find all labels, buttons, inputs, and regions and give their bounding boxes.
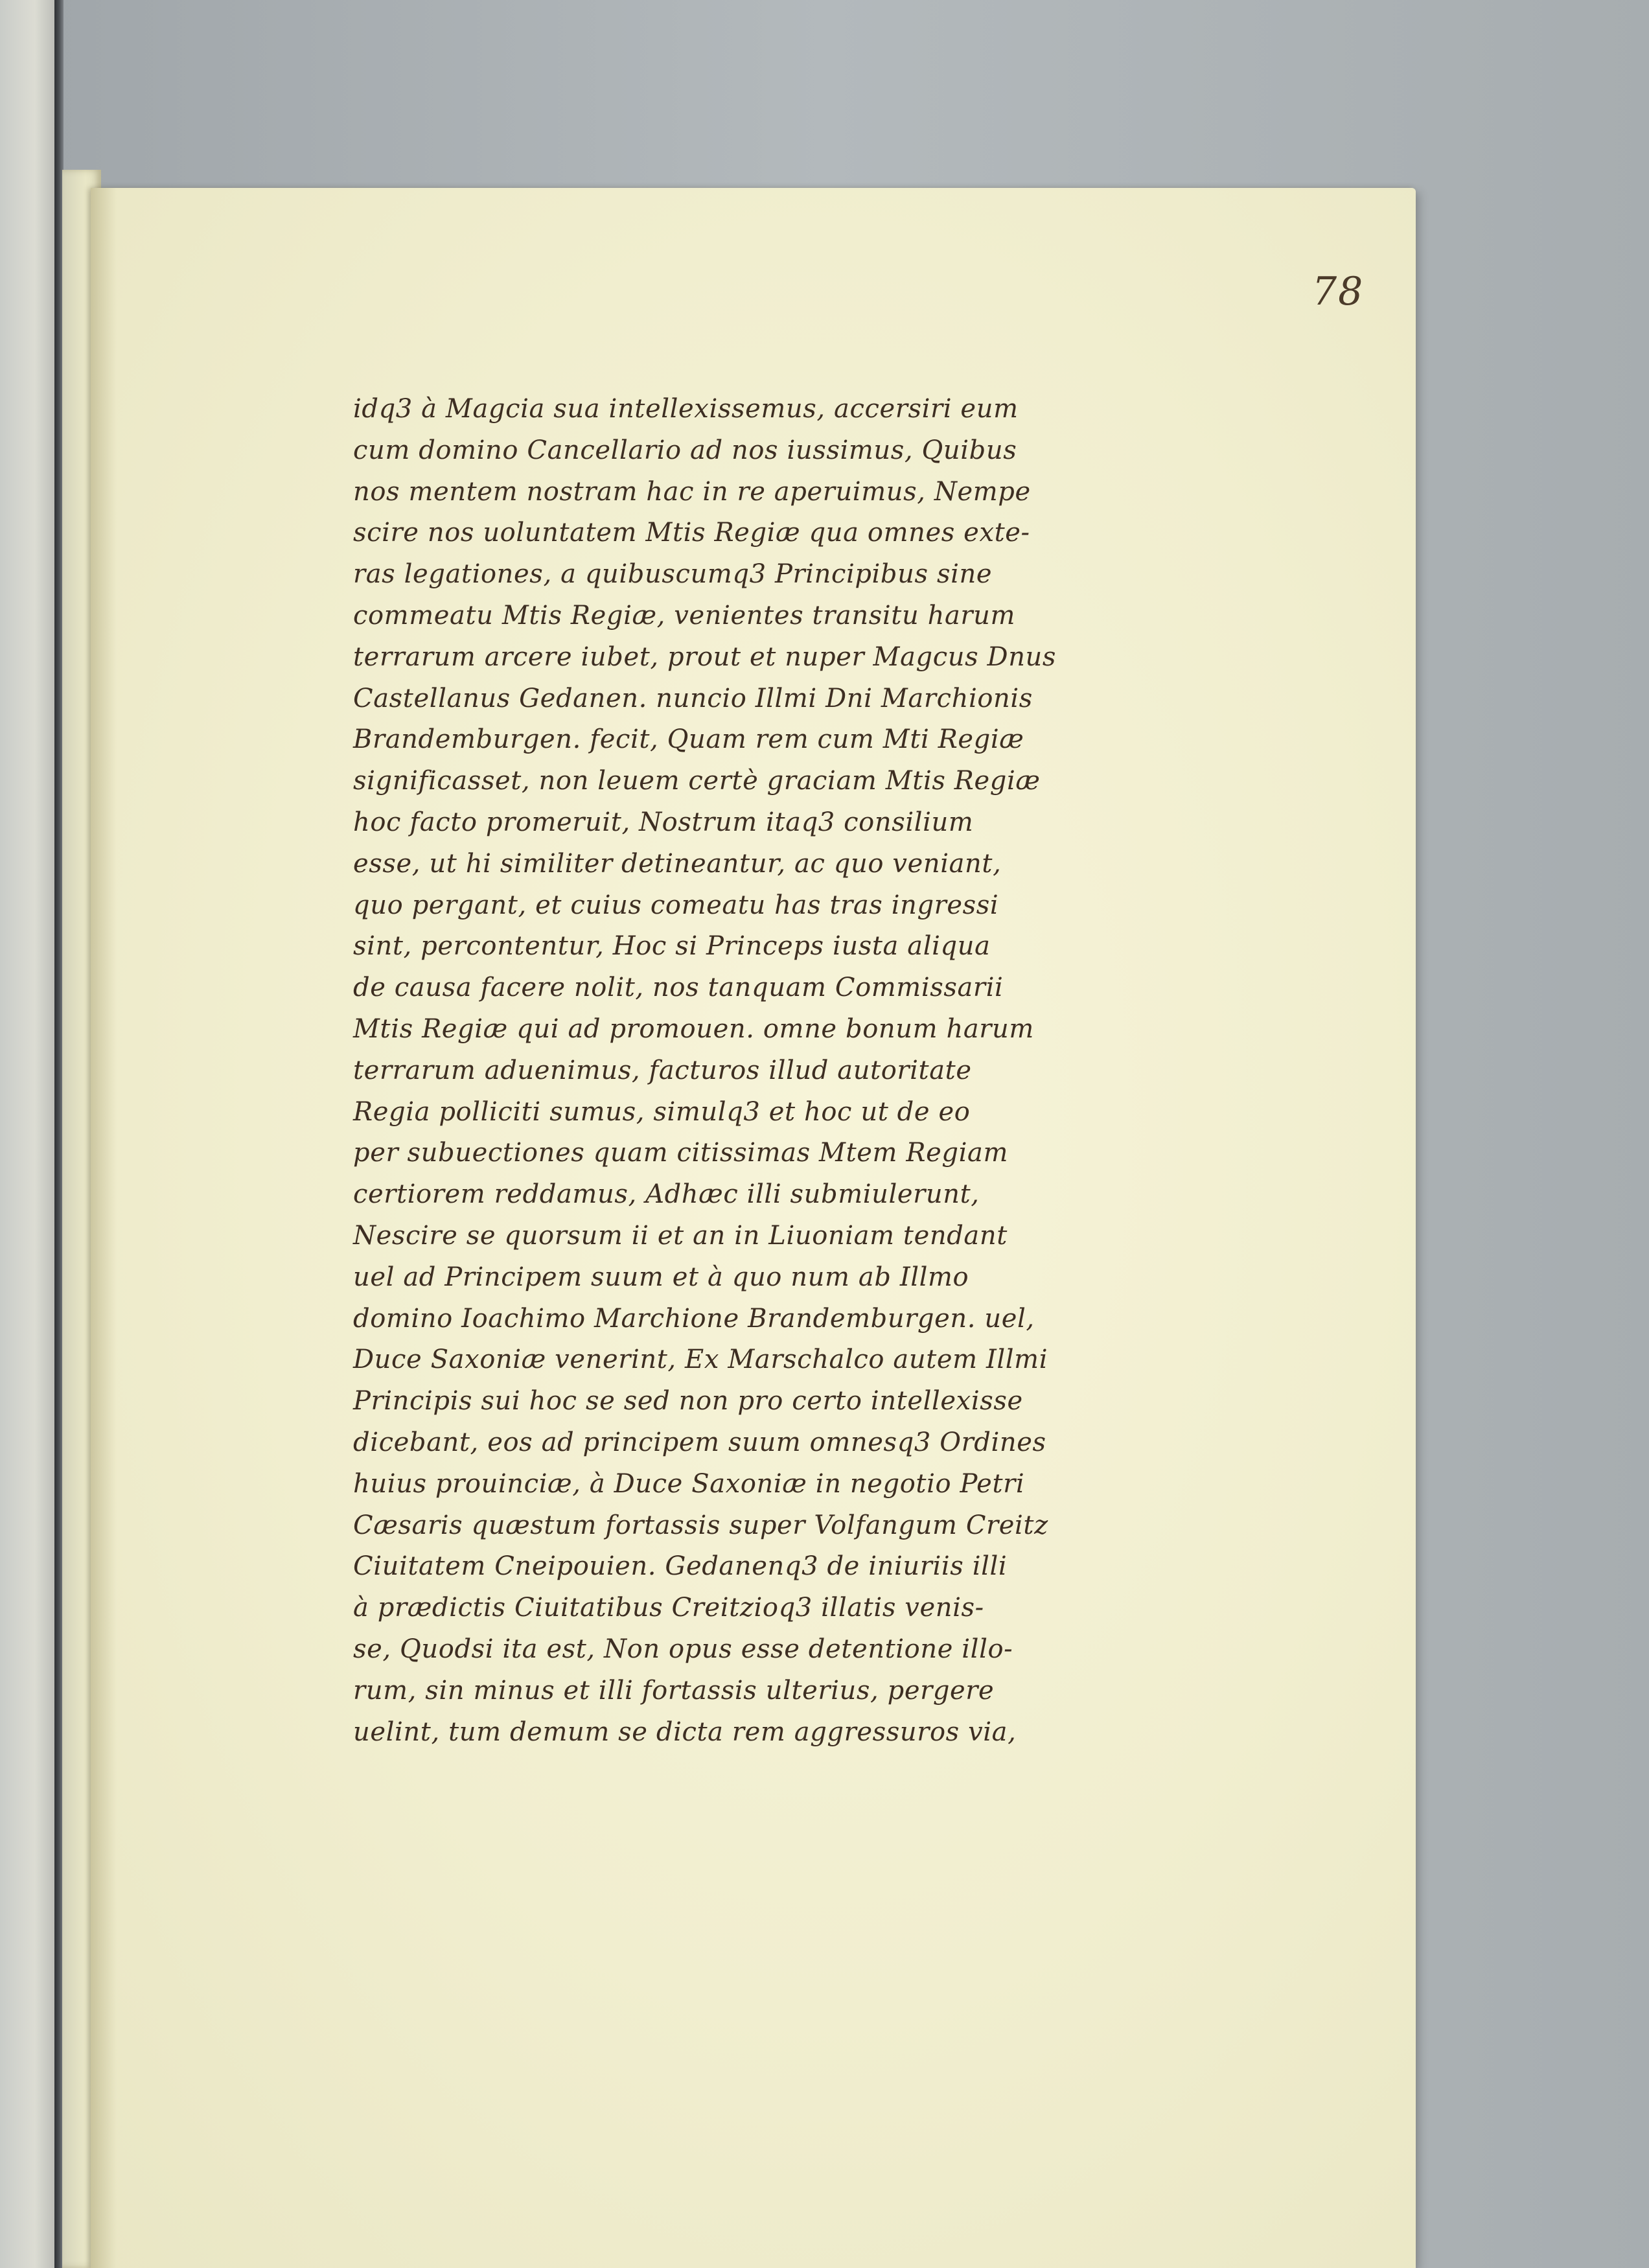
text-line: terrarum arcere iubet, prout et nuper Magcus Dnus [353, 642, 1057, 672]
text-line: esse, ut hi similiter detineantur, ac quo veniant, [353, 848, 1002, 879]
text-line: Brandemburgen. fecit, Quam rem cum Mti Regiæ [353, 724, 1024, 755]
text-line: terrarum aduenimus, facturos illud autoritate [353, 1055, 972, 1085]
text-line: commeatu Mtis Regiæ, venientes transitu harum [353, 600, 1016, 631]
text-line: Ciuitatem Cneipouien. Gedanenq3 de iniuriis illi [353, 1551, 1008, 1582]
manuscript-text [353, 389, 1286, 1753]
text-line: Principis sui hoc se sed non pro certo intellexisse [353, 1386, 1023, 1417]
text-line: domino Ioachimo Marchione Brandemburgen. uel, [353, 1303, 1035, 1334]
text-line: rum, sin minus et illi fortassis ulterius, pergere [353, 1675, 995, 1706]
text-line: Duce Saxoniæ venerint, Ex Marschalco autem Illmi [353, 1345, 1048, 1375]
text-line: Cæsaris quæstum fortassis super Volfangum Creitz [353, 1510, 1048, 1540]
text-line: quo pergant, et cuius comeatu has tras ingressi [353, 890, 999, 920]
text-line: idq3 à Magcia sua intellexissemus, accersiri eum [353, 394, 1019, 424]
text-line: à prædictis Ciuitatibus Creitzioq3 illatis venis- [353, 1593, 984, 1623]
text-line: nos mentem nostram hac in re aperuimus, Nempe [353, 476, 1031, 507]
text-line: Regia polliciti sumus, simulq3 et hoc ut de eo [353, 1096, 971, 1127]
text-line: de causa facere nolit, nos tanquam Commissarii [353, 973, 1004, 1003]
text-line: uelint, tum demum se dicta rem aggressuros via, [353, 1717, 1017, 1747]
text-line: hoc facto promeruit, Nostrum itaq3 consilium [353, 807, 974, 837]
text-line: scire nos uoluntatem Mtis Regiæ qua omnes exte- [353, 518, 1030, 548]
text-line: dicebant, eos ad principem suum omnesq3 Ordines [353, 1427, 1046, 1457]
text-line: cum domino Cancellario ad nos iussimus, Quibus [353, 435, 1017, 465]
book-binding [0, 0, 58, 2268]
text-line: certiorem reddamus, Adhæc illi submiulerunt, [353, 1179, 980, 1210]
text-line: ras legationes, a quibuscumq3 Principibus sine [353, 559, 993, 590]
text-line: huius prouinciæ, à Duce Saxoniæ in negotio Petri [353, 1468, 1025, 1499]
text-line: per subuectiones quam citissimas Mtem Regiam [353, 1138, 1008, 1168]
text-line: uel ad Principem suum et à quo num ab Illmo [353, 1262, 969, 1292]
text-line: se, Quodsi ita est, Non opus esse detentione illo- [353, 1634, 1013, 1664]
text-line: sint, percontentur, Hoc si Princeps iusta aliqua [353, 931, 991, 962]
text-line: significasset, non leuem certè graciam Mtis Regiæ [353, 766, 1041, 796]
gutter-shadow [91, 188, 117, 2268]
text-line: Nescire se quorsum ii et an in Liuoniam tendant [353, 1220, 1008, 1251]
text-line: Mtis Regiæ qui ad promouen. omne bonum harum [353, 1013, 1034, 1044]
text-line: Castellanus Gedanen. nuncio Illmi Dni Marchionis [353, 683, 1033, 713]
folio-number: 78 [1312, 269, 1365, 314]
